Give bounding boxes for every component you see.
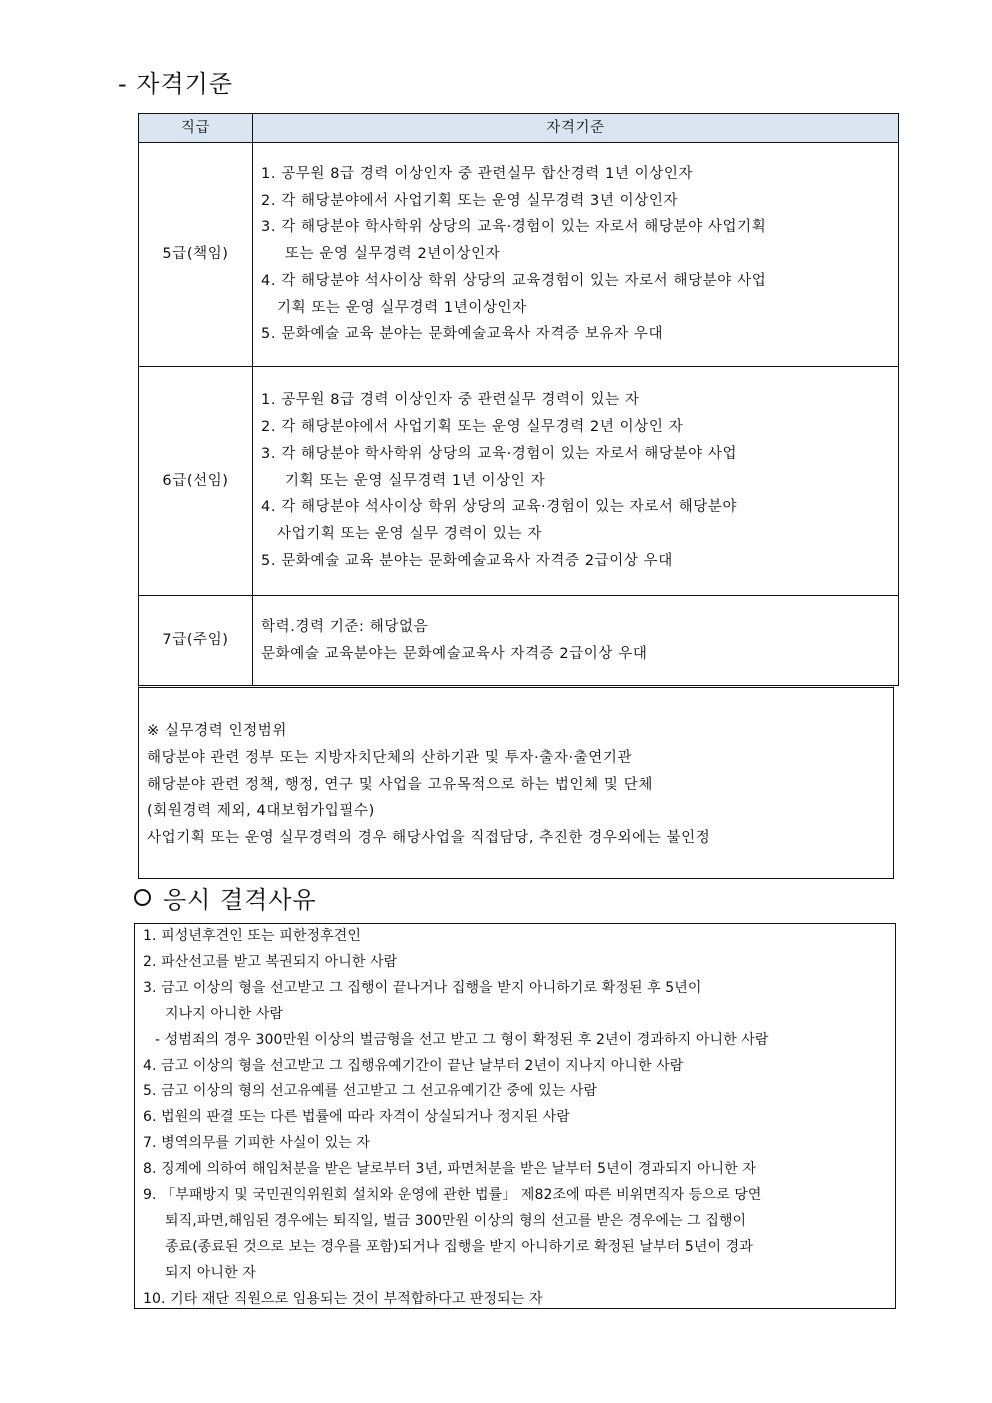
- disq-line: 되지 아니한 자: [165, 1264, 256, 1281]
- disq-line: 9. 「부패방지 및 국민권익위원회 설치와 운영에 관한 법률」 제82조에 따른 비위면직자 등으로 당연: [143, 1187, 762, 1204]
- criteria-line: 문화예술 교육분야는 문화예술교육사 자격증 2급이상 우대: [261, 645, 648, 662]
- disq-line: 퇴직,파면,해임된 경우에는 퇴직일, 벌금 300만원 이상의 형의 선고를 받은 경우에는 그 집행이: [165, 1212, 747, 1229]
- circle-bullet-icon: [134, 889, 151, 906]
- disq-line: 지나지 아니한 사람: [165, 1005, 284, 1022]
- criteria-line: 사업기획 또는 운영 실무 경력이 있는 자: [277, 526, 542, 543]
- disq-line: 6. 법원의 판결 또는 다른 법률에 따라 자격이 상실되거나 정지된 사람: [143, 1109, 570, 1126]
- qualification-table: [138, 113, 899, 686]
- criteria-line: 3. 각 해당분야 학사학위 상당의 교육·경험이 있는 자로서 해당분야 사업기획: [261, 219, 767, 236]
- criteria-line: 1. 공무원 8급 경력 이상인자 중 관련실무 경력이 있는 자: [261, 392, 640, 409]
- disq-line: 1. 피성년후견인 또는 피한정후견인: [143, 928, 361, 944]
- disq-line: - 성범죄의 경우 300만원 이상의 벌금형을 선고 받고 그 형이 확정된 후 2년이 경과하지 아니한 사람: [155, 1031, 769, 1048]
- note-line: 해당분야 관련 정책, 행정, 연구 및 사업을 고유목적으로 하는 법인체 및 단체: [147, 776, 653, 793]
- criteria-cell: [253, 367, 899, 596]
- experience-note-box: [138, 685, 894, 879]
- criteria-line: 4. 각 해당분야 석사이상 학위 상당의 교육경험이 있는 자로서 해당분야 사업: [261, 272, 767, 289]
- criteria-line: 기획 또는 운영 실무경력 1년 이상인 자: [285, 472, 546, 489]
- disq-line: 5. 금고 이상의 형의 선고유예를 선고받고 그 선고유예기간 중에 있는 사람: [143, 1083, 598, 1100]
- disqualification-title: 응시 결격사유: [163, 886, 317, 914]
- note-line: 해당분야 관련 정부 또는 지방자치단체의 산하기관 및 투자·출자·출연기관: [147, 749, 633, 766]
- table-row: [139, 143, 899, 367]
- disq-line: 8. 징계에 의하여 해임처분을 받은 날로부터 3년, 파면처분을 받은 날부터 5년이 경과되지 아니한 자: [143, 1161, 756, 1178]
- criteria-line: 또는 운영 실무경력 2년이상인자: [285, 246, 501, 263]
- criteria-cell: [253, 596, 899, 686]
- criteria-line: 2. 각 해당분야에서 사업기획 또는 운영 실무경력 3년 이상인자: [261, 192, 679, 209]
- disqualification-box: [134, 923, 896, 1309]
- disq-line: 10. 기타 재단 직원으로 임용되는 것이 부적합하다고 판정되는 자: [143, 1290, 543, 1307]
- grade-cell: 6급(선임): [139, 367, 253, 596]
- criteria-line: 기획 또는 운영 실무경력 1년이상인자: [277, 299, 527, 316]
- disq-line: 3. 금고 이상의 형을 선고받고 그 집행이 끝나거나 집행을 받지 아니하기로 확정된 후 5년이: [143, 979, 702, 996]
- table-header-row: [139, 114, 899, 143]
- note-line: 사업기획 또는 운영 실무경력의 경우 해당사업을 직접담당, 추진한 경우외에는 불인정: [147, 830, 711, 847]
- disqualification-heading: [134, 880, 317, 915]
- disq-line: 4. 금고 이상의 형을 선고받고 그 집행유예기간이 끝난 날부터 2년이 지나지 아니한 사람: [143, 1057, 684, 1074]
- criteria-line: 5. 문화예술 교육 분야는 문화예술교육사 자격증 보유자 우대: [261, 326, 664, 343]
- criteria-line: 5. 문화예술 교육 분야는 문화예술교육사 자격증 2급이상 우대: [261, 552, 673, 569]
- note-line: ※ 실무경력 인정범위: [147, 723, 288, 739]
- criteria-line: 학력.경력 기준: 해당없음: [261, 618, 429, 635]
- table-row: [139, 367, 899, 596]
- qualification-title: - 자격기준: [118, 70, 234, 98]
- criteria-line: 3. 각 해당분야 학사학위 상당의 교육·경험이 있는 자로서 해당분야 사업: [261, 445, 738, 462]
- criteria-cell: [253, 143, 899, 367]
- grade-cell: 5급(책임): [139, 143, 253, 367]
- disq-line: 2. 파산선고를 받고 복권되지 아니한 사람: [143, 953, 398, 970]
- disq-line: 종료(종료된 것으로 보는 경우를 포함)되거나 집행을 받지 아니하기로 확정된 날부터 5년이 경과: [165, 1238, 753, 1255]
- header-criteria: 자격기준: [253, 114, 899, 143]
- criteria-line: 1. 공무원 8급 경력 이상인자 중 관련실무 합산경력 1년 이상인자: [261, 165, 694, 182]
- header-grade: 직급: [139, 114, 253, 143]
- disq-line: 7. 병역의무를 기피한 사실이 있는 자: [143, 1135, 371, 1152]
- grade-cell: 7급(주임): [139, 596, 253, 686]
- criteria-line: 4. 각 해당분야 석사이상 학위 상당의 교육·경험이 있는 자로서 해당분야: [261, 499, 738, 516]
- table-row: [139, 596, 899, 686]
- criteria-line: 2. 각 해당분야에서 사업기획 또는 운영 실무경력 2년 이상인 자: [261, 419, 684, 435]
- note-line: (회원경력 제외, 4대보험가입필수): [147, 803, 375, 820]
